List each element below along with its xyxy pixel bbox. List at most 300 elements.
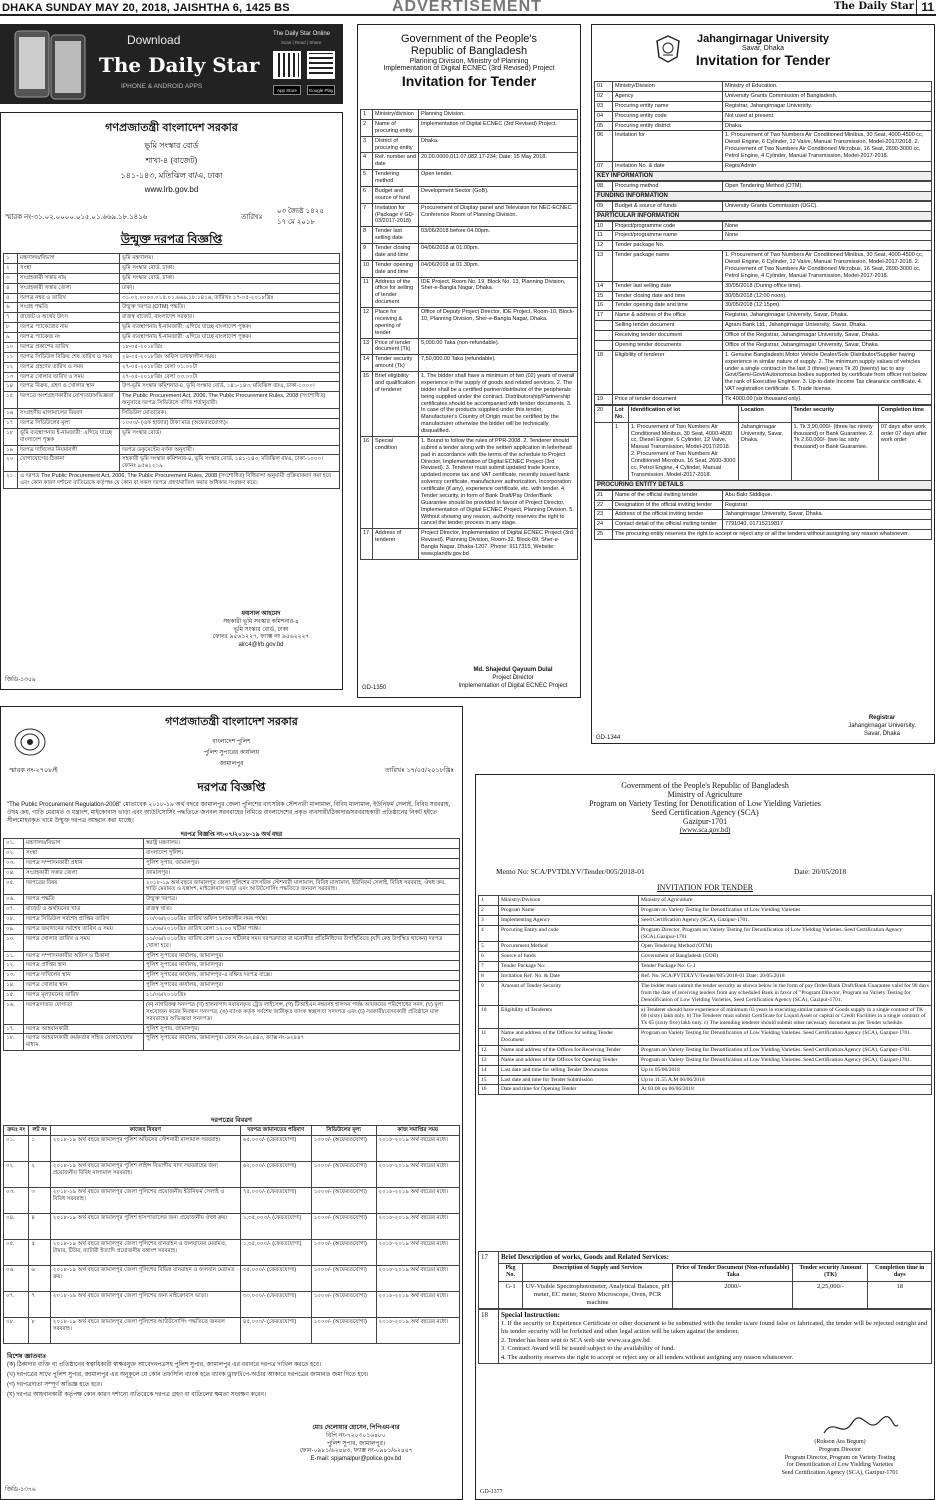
lrb-address: ১৪১-১৪৩, মতিঝিল বা/এ, ঢাকা <box>120 171 223 180</box>
police-note-item: (ক) ঠিকাদার ব্যক্তি বা প্রতিষ্ঠানের স্বত্বাধিকারী স্বাক্ষরযুক্ত আবেদনপত্রসহ পুলিশ সুপার, জামালপুর এর বরাবরে দরপত্র দাখিল করতে হবে। <box>7 1362 322 1368</box>
lrb-row-cell: দরপত্র গ্রহণের তারিখ ও সময় <box>18 362 120 372</box>
sca-row-cell: At 03:00 on 06/06/2018 <box>639 1085 932 1095</box>
police-row <box>4 868 460 878</box>
police-detail-cell: ১ <box>29 1135 50 1161</box>
police-detail-cell: ৭ <box>29 1291 50 1317</box>
ecnec-row-cell: 1 <box>361 110 373 120</box>
ecnec-row-cell: 3 <box>361 136 373 153</box>
sca-website[interactable]: (www.sca.gov.bd) <box>679 826 731 834</box>
sca-row <box>479 1065 932 1075</box>
ju-row-cell: Tk 4000.00 (six thousand only). <box>723 395 932 405</box>
ju-row-cell: 07 <box>595 161 613 171</box>
ju-row-cell: Tender opening date and time <box>613 301 723 311</box>
police-row-cell: দরপত্র প্রাপ্তির স্থান <box>24 961 144 971</box>
sca-row-cell: 11 <box>479 1029 499 1046</box>
ju-row-cell: Project/programme name <box>613 231 723 241</box>
app-store-badge[interactable]: App Store <box>273 85 301 95</box>
ju-signature <box>832 715 932 738</box>
police-detail-cell: ২০১৮-১৯ অর্থ বছরে জামালপুর জেলা পুলিশের বিভিন্ন যানবাহন ও জলযান মেরামত ক্রয়। <box>50 1265 240 1291</box>
sca-row <box>479 1075 932 1085</box>
lrb-header: গণপ্রজাতন্ত্রী বাংলাদেশ সরকার <box>105 122 238 134</box>
ecnec-row <box>361 529 578 560</box>
sca-row-cell: 7 <box>479 962 499 972</box>
ju-row-cell: Selling tender document <box>613 321 723 331</box>
police-row-cell: স্বরাষ্ট্র মন্ত্রণালয়। <box>144 839 460 849</box>
sca-row-cell: Ref. No. SCA/PVTDLYV/Tender/005/2018-01 Date: 20/05/2018 <box>639 972 932 982</box>
police-detail-cell: ২০১৮-২০১৯ অর্থ বছরের মধ্যে। <box>376 1161 459 1187</box>
ju-row-cell: 1. Procurement of Two Numbers Air Conditioned Minibus, 30 Seat, 4000-4500 cc, Diesel Engine, 6 Cylinder, 12 Valve, Manual Transmission, Model-2017/2018. 2. Procurement of Two Numbers Air Conditioned Microbus, 16 Seat, 2600-3000 cc, Petrol Engine, 4 Cylinder, Manual Transmission, Model-2017-2018. <box>723 131 932 162</box>
police-row-cell: ০৩. <box>4 858 24 868</box>
police-detail-header <box>4 1126 460 1136</box>
police-row-cell: মন্ত্রণালয়/বিভাগ <box>24 839 144 849</box>
sca-brief-cell: 18 <box>868 1281 932 1308</box>
sca-row <box>479 1045 932 1055</box>
ecnec-row-cell: 4 <box>361 153 373 170</box>
police-memo: স্মারক নং-২৭০৮/ই <box>9 767 58 774</box>
police-sub: দরপত্র বিজ্ঞপ্তি নং-০৭/২০১৮-১৯ অর্থ বছর <box>180 832 283 838</box>
ju-row-cell: Project/programme code <box>613 221 723 231</box>
lrb-row-cell: দরপত্র ডকুমেন্টের বর্ণনা অনুযায়ী। <box>120 445 340 455</box>
police-row-cell: ১৭. <box>4 1024 24 1034</box>
police-detail-header-cell: কাজের বিবরণ <box>50 1126 240 1136</box>
sca-row-cell: 3 <box>479 915 499 925</box>
ecnec-row-cell: 9 <box>361 244 373 261</box>
police-row <box>4 991 460 1001</box>
sca-row-cell: Procuring Entity and code <box>499 925 639 942</box>
app-promo-banner[interactable] <box>0 24 343 104</box>
police-detail-header-cell: সিডিউলের মূল্য <box>311 1126 376 1136</box>
police-row-cell: ০৫. <box>4 878 24 895</box>
lrb-row-cell: ভূমি ব্যবস্থাপনায় ই-নামজারী: এগিয়ে যাচ্ছে বাংলাদেশ পুস্তক। <box>120 333 340 343</box>
ju-row-cell: Office of the Registrar, Jahangirnagar University, Savar, Dhaka. <box>723 340 932 350</box>
police-row-cell: ১৩. <box>4 971 24 981</box>
police-detail-cell: ২০১৮-১৯ অর্থ বছরে জামালপুর জেলা পুলিশের আউটসোর্সিং পদ্ধতিতে জনবল সরবরাহ। <box>50 1317 240 1343</box>
lrb-row-cell: ২১ <box>4 472 18 489</box>
ju-lot-row <box>595 422 932 480</box>
ju-lot-header-cell: Tender security <box>791 405 878 422</box>
ju-row-cell: Name of the official inviting tender <box>613 490 723 500</box>
police-detail-cell: ০৩. <box>4 1187 29 1213</box>
ju-row-cell: 09 <box>595 201 613 211</box>
police-row-cell: দরপত্র খোলার তারিখ ও সময় <box>24 934 144 951</box>
sca-brief-cell: 2000/- <box>673 1281 793 1308</box>
police-detail-cell: ২০১৮-২০১৯ অর্থ বছরের মধ্যে। <box>376 1213 459 1239</box>
ecnec-row-cell: Procurement of Display panel and Television for NEC-ECNEC Conference Room of Planning Division. <box>419 203 578 227</box>
lrb-row-cell: ৮ <box>4 323 18 333</box>
lrb-row-cell: ১৯ <box>4 445 18 455</box>
sca-row <box>479 1029 932 1046</box>
police-row <box>4 878 460 895</box>
lrb-row <box>4 445 340 455</box>
ju-row <box>595 221 932 231</box>
police-row <box>4 971 460 981</box>
ju-row-cell: Tender last selling date <box>613 281 723 291</box>
ju-sec-key: KEY INFORMATION <box>594 172 932 181</box>
sca-row <box>479 952 932 962</box>
ju-row-cell: 12 <box>595 241 613 251</box>
ju-row-cell: Procuring entity district <box>613 121 723 131</box>
lrb-row <box>4 342 340 352</box>
sca-row <box>479 962 932 972</box>
ju-row-cell: 11 <box>595 231 613 241</box>
google-play-badge[interactable]: Google Play <box>307 85 335 95</box>
ju-row-cell: None <box>723 221 932 231</box>
sca-row <box>479 896 932 906</box>
police-row-cell: ০৭. <box>4 905 24 915</box>
sca-row-cell: Program on Variety Testing for Denotification of Low Yielding Varieties. Seed Certification Agency (SCA), Gazipur-1701. <box>639 1029 932 1046</box>
ju-row-cell: 16 <box>595 301 613 311</box>
lrb-row-cell: ১০০০/- (এক হাজার) টাকা মাত্র (অফেরতযোগ্য)। <box>120 418 340 428</box>
sca-brief-row <box>479 1281 932 1308</box>
police-detail-cell: ৩৫,০০০/- (ফেরতযোগ্য) <box>240 1265 311 1291</box>
police-row <box>4 981 460 991</box>
ecnec-row <box>361 436 578 528</box>
dateline: DHAKA SUNDAY MAY 20, 2018, JAISHTHA 6, 1425 BS <box>2 2 290 14</box>
ecnec-row <box>361 203 578 227</box>
lrb-tender-notice <box>0 112 343 690</box>
lrb-memo: স্মারক নং-৩১.০২.০০০০.০১৫.০১.৬৬৯.১৮.১৪১৬ <box>5 214 148 221</box>
ju-signer-place: Savar, Dhaka <box>863 730 901 737</box>
police-note-item: (গ) দরপত্রদাতা সম্পূর্ণ অভিজ্ঞ হতে হবে। <box>7 1382 103 1389</box>
police-row-cell: জামালপুর। <box>144 868 460 878</box>
sca-row-cell: Invitation Ref. No. & Date <box>499 972 639 982</box>
sca-heading-4: Seed Certification Agency (SCA) <box>651 808 759 817</box>
sca-row-cell: 5 <box>479 942 499 952</box>
ecnec-row-cell: Ref. number and date <box>373 153 419 170</box>
ju-row-cell: 1. Genuine Bangladeshi Motor Vehicle Dealer/Sole Distributor/Supplier having experience in similar nature of supply. 2. The minimum supply values of vehicles under a single contract in the last 3 (three) years Tk 20 (twenty) lac to any Govt/Semi-Govt/Autonomous bodies supported by certificate from officer not below the rank of Executive Engineer. 3. Up-to-date Income Tax clearance certificate. 4. VAT registration certificate. 5. Trade license. <box>723 350 932 394</box>
police-detail-cell: ২০১৮-২০১৯ অর্থ বছরের মধ্যে। <box>376 1317 459 1343</box>
lrb-row-cell: ভূমি মন্ত্রণালয়। <box>120 254 340 264</box>
sca-special-item: 3. Contract Award will be issued subject to the availability of fund. <box>501 1345 675 1353</box>
police-row-cell: ০২. <box>4 848 24 858</box>
ju-row-cell: 7791040, 01715219817 <box>723 520 932 530</box>
police-detail-row <box>4 1135 460 1161</box>
ju-title: Invitation for Tender <box>695 52 831 68</box>
ecnec-row-cell: 2 <box>361 119 373 136</box>
police-detail-header-cell: লট নং <box>29 1126 50 1136</box>
lrb-row-cell: ১২ <box>4 362 18 372</box>
lrb-row-cell: দরপত্র দাখিলের নিয়মাবলী <box>18 445 120 455</box>
lrb-row <box>4 254 340 264</box>
lrb-row-cell: দরপত্রে অংশগ্রহণকারীর যোগ্যতা/অভিজ্ঞতা <box>18 392 120 409</box>
ju-gd: GD-1344 <box>596 735 621 741</box>
sca-special-item: 2. Tender has been sent to SCA web site www.sca.gov.bd <box>501 1336 650 1344</box>
ju-row <box>595 131 932 162</box>
ju-row-cell: Procuring entity name <box>613 101 723 111</box>
ju-signer-title: Registrar <box>868 715 896 721</box>
ju-row-cell: 22 <box>595 500 613 510</box>
ju-row-cell: Registrar, Jahangirnagar University. <box>723 101 932 111</box>
lrb-row-cell: দরপত্র সিডিউলের মূল্য <box>18 418 120 428</box>
ecnec-row-cell: Special condition <box>373 436 419 528</box>
police-detail-cell: ২০১৮-২০১৯ অর্থ বছরের মধ্যে। <box>376 1135 459 1161</box>
police-detail-row <box>4 1317 460 1343</box>
sca-row-cell: 2 <box>479 905 499 915</box>
sca-memo: Memo No: SCA/PVTDLYV/Tender/005/2018-01 <box>496 867 645 876</box>
sca-special-item: 4. The authority reserves the right to accept or reject any or all tenders without assigning any reason whatsoever. <box>501 1353 794 1361</box>
police-detail-cell: ১,৩৫,০০০/- (ফেরতযোগ্য) <box>240 1213 311 1239</box>
sca-row-cell: 4 <box>479 925 499 942</box>
ecnec-row-cell: Planning Division. <box>419 110 578 120</box>
sca-sig-title: Program Director <box>818 1446 862 1453</box>
sca-brief-cell: UV-Visible Spectrophotometer, Analytical Balance, pH meter, EC meter, Stereo Microscope, Oven, PCR machine <box>523 1281 673 1308</box>
ecnec-row-cell: 8 <box>361 227 373 244</box>
sca-row <box>479 972 932 982</box>
ecnec-tender-notice <box>357 24 581 698</box>
police-row-cell: পুলিশ সুপার, জামালপুর। <box>144 858 460 868</box>
sca-brief-cell: 2,25,000/- <box>793 1281 868 1308</box>
police-detail-row <box>4 1187 460 1213</box>
ju-lot-cell: 1 <box>613 422 629 480</box>
police-detail-cell: ৪ <box>29 1213 50 1239</box>
sca-brief-header-cell: Description of Supply and Services <box>523 1263 673 1281</box>
ecnec-signature <box>448 667 578 690</box>
ju-row-cell: Ministry of Education. <box>723 82 932 92</box>
lrb-row <box>4 472 340 489</box>
sca-row-cell: Procurement Method <box>499 942 639 952</box>
ecnec-title: Invitation for Tender <box>401 73 537 89</box>
lrb-row-cell: ১০ <box>4 342 18 352</box>
ju-lot-cell: 1. Tk 3,90,000/- (three lac ninety thousand) or Bank Guarantee. 2. Tk 2,60,000/- (two lac sixty thousand) or Bank Guarantee. <box>791 422 878 480</box>
police-email[interactable]: E-mail: spjamalpur@police.gov.bd <box>310 1456 402 1463</box>
ju-row <box>595 500 932 510</box>
police-row-cell: দরপত্রের বিষয় <box>24 878 144 895</box>
sca-tender-notice <box>475 774 935 1500</box>
sca-row <box>479 1005 932 1029</box>
ju-sec-fund: FUNDING INFORMATION <box>594 192 932 201</box>
ecnec-sub-2: Implementation of Digital ECNEC (3rd Revised) Project <box>383 65 555 72</box>
lrb-row-cell: ৩১.০২.০০০০.০১৫.০১.৬৬৯.১৮.১৪১৬, তারিখঃ ১৭-০৫-২০১৮খ্রিঃ <box>120 293 340 303</box>
police-row-cell: সংগ্রহকারী সত্তার জেলা <box>24 868 144 878</box>
police-row-cell: ১৮. <box>4 1034 24 1051</box>
sca-brief-header-cell: Pkg No. <box>499 1263 523 1281</box>
sca-sig-name: (Rokson Ara Begum) <box>814 1439 866 1445</box>
police-row-cell: পুলিশ সুপারের কার্যালয়, জামালপুর। <box>144 981 460 991</box>
police-detail-cell: ০২. <box>4 1161 29 1187</box>
police-tender-notice <box>0 706 463 1500</box>
ju-row <box>595 520 932 530</box>
ju-table-5 <box>594 490 932 540</box>
police-detail-cell: ১০০০/- (অফেরতযোগ্য) <box>311 1265 376 1291</box>
lrb-row-cell: ৬ <box>4 303 18 313</box>
police-detail-cell: ২০১৮-২০১৯ অর্থ বছরের মধ্যে। <box>376 1265 459 1291</box>
ju-tables <box>594 81 932 540</box>
police-date: তারিখঃ ১৭/০৫/২০১৮খ্রিঃ <box>384 767 454 774</box>
sca-sig-line-3: Seed Certification Agency (SCA), Gazipur-1701 <box>781 1470 899 1477</box>
ecnec-row-cell: 03/06/2018 before 04.00pm. <box>419 227 578 244</box>
ecnec-table <box>360 109 578 560</box>
ju-row <box>595 111 932 121</box>
sca-row-cell: Open Tendering Method (OTM) <box>639 942 932 952</box>
police-notes <box>7 1361 456 1401</box>
ju-row-cell: Receiving tender document <box>613 331 723 341</box>
ju-row-cell: 13 <box>595 251 613 282</box>
ju-row <box>595 340 932 350</box>
ecnec-row <box>361 153 578 170</box>
sca-signature-scribble <box>820 1413 900 1441</box>
sca-row-cell: Name and address of the Offices for Receiving Tender <box>499 1045 639 1055</box>
sca-brief-block <box>478 1251 932 1364</box>
sca-row-cell: Program on Variety Testing for Denotification of Low Yielding Varieties. Seed Certification Agency (SCA), Gazipur-1701. <box>639 1055 932 1065</box>
ecnec-signer-title: Project Director <box>492 674 534 681</box>
police-detail-table <box>3 1125 460 1344</box>
lrb-row-cell: সংগ্রহ পদ্ধতি <box>18 303 120 313</box>
ju-lot-header-cell: Lot No. <box>613 405 629 422</box>
ju-row-cell: 04 <box>595 111 613 121</box>
ju-lot-row-num: 20 <box>595 405 613 422</box>
ecnec-row <box>361 338 578 355</box>
lrb-row-cell: সংগ্রহকারী সত্তার জেলা <box>18 283 120 293</box>
police-note-item: (খ) দরপত্রের সাথে পুলিশ সুপার, জামালপুর এর অনুকূলে যে কোন তফসিলি ব্যাংক হতে ব্যাংক ড্রাফট/পে-অর্ডার আকারে দরপত্রের জামানত জমা দিতে হবে। <box>7 1372 369 1379</box>
ju-row <box>595 91 932 101</box>
lrb-row-cell: ১৭ <box>4 418 18 428</box>
lrb-row-cell: দরপত্র সিডিউল বিক্রির শেষ তারিখ ও সময় <box>18 352 120 362</box>
ju-row-cell: Invitation for <box>613 131 723 162</box>
lrb-row <box>4 273 340 283</box>
ju-lot-cell: 1. Procurement of Two Numbers Air Conditioned Minibus, 30 Seat, 4000-4500 cc, Diesel Engine, 6 Cylinder, 12 Valve, Manual Transmission, Model-2017/2018. 2. Procurement of Two Numbers Air Conditioned Microbus, 16 Seat, 2600-3000 cc, Petrol Engine, 4 Cylinder, Manual Transmission, Model-2017-2018. <box>628 422 738 480</box>
police-row <box>4 951 460 961</box>
lrb-date-1: ০৩ জ্যৈষ্ঠ ১৪২৫ <box>277 208 324 215</box>
lrb-row-cell: ৪ <box>4 283 18 293</box>
lrb-row-cell: ১৪ <box>4 382 18 392</box>
qr-code-android[interactable] <box>307 51 335 79</box>
promo-apps: IPHONE & ANDROID APPS <box>121 83 203 90</box>
police-gd: জিডি-১৩৭৬ <box>5 1487 36 1493</box>
ju-row-cell: Not used at present. <box>723 111 932 121</box>
ju-row-cell: Registrar, Jahangirnagar University, Savar, Dhaka. <box>723 311 932 321</box>
lrb-row-cell: ১৮ <box>4 428 18 445</box>
sca-row <box>479 981 932 1005</box>
lrb-row-cell: ৫ <box>4 293 18 303</box>
lrb-row <box>4 418 340 428</box>
lrb-row-cell: দরপত্র প্যাকেজের নাম <box>18 323 120 333</box>
sca-row <box>479 905 932 915</box>
police-detail-cell: ১০০০/- (অফেরতযোগ্য) <box>311 1239 376 1265</box>
police-detail-cell: ১০০০/- (অফেরতযোগ্য) <box>311 1213 376 1239</box>
ju-row <box>595 301 932 311</box>
lrb-row-cell: ১৬ <box>4 409 18 419</box>
police-detail-cell: ২০১৮-১৯ অর্থ বছরে জামালপুর জেলা পুলিশের প্রয়োজনীয় ইউনিফর্ম সেলাই ও বিবিধ সরবরাহ। <box>50 1187 240 1213</box>
ju-lot-table <box>594 405 932 481</box>
ju-row-cell: Opening tender documents <box>613 340 723 350</box>
ecnec-row-cell: 15 <box>361 372 373 437</box>
lrb-website[interactable]: www.lrb.gov.bd <box>144 185 199 194</box>
sca-row-cell: 1 <box>479 896 499 906</box>
lrb-row-cell: The Public Procurement Act, 2006, The Public Procurement Rules, 2008 (সংশোধিত) অনুসারে দরপত্র সিডিউলে বর্ণিত শর্তানুযায়ী। <box>120 392 340 409</box>
police-detail-cell: ৬২,০০০/- (ফেরতযোগ্য) <box>240 1161 311 1187</box>
ju-row-cell: Budget & source of funds <box>613 201 723 211</box>
lrb-gd: জিডি-১৩৫৯ <box>5 677 36 683</box>
lrb-row-cell: ২৪-০৫-২০১৮খ্রিঃ অফিস চলাকালীন সময়। <box>120 352 340 362</box>
ju-row-cell: 08 <box>595 181 613 191</box>
sca-row <box>479 942 932 952</box>
lrb-signer: ফয়সাল আহমেদ <box>241 611 281 617</box>
ju-row-cell: 02 <box>595 91 613 101</box>
police-row-cell: পুলিশ সুপারের কার্যালয়, জামালপুর। <box>144 951 460 961</box>
sca-row <box>479 915 932 925</box>
police-intro: "The Public Procurement Regulation-2008" মোতাবেক ২০১৮-১৯ অর্থ বছরে জামালপুর জেলা পুলিশের বাৎসরিক স্টেশনারী মালামাল, বিবিধ মালামাল, ইউনিফর্ম সেলাই, বিবিধ সরবরাহ, ঔষধ ক্রয়, গাড়ি মেরামত ও যন্ত্রাংশ, মাইকোবাস ভাড়া এবং আউটসোর্সিং পদ্ধতিতে জনবল সরবরাহের নিমিত্তে বাংলাদেশের প্রকৃত ব্যবসায়ী/ঠিকাদার/সরবরাহকারী প্রতিষ্ঠানের নিকট হইতে সীলমোহরকৃত খামে উন্মুক্ত দরপত্র আহ্বান করা যাচ্ছে। <box>7 802 451 825</box>
sca-special-list <box>501 1320 929 1362</box>
ju-row <box>595 251 932 282</box>
lrb-date-2: ১৭ মে ২০১৮ <box>277 219 315 226</box>
ju-row-cell: 24 <box>595 520 613 530</box>
ecnec-row <box>361 308 578 339</box>
ju-row-cell: Invitation No. & date <box>613 161 723 171</box>
police-row <box>4 895 460 905</box>
sca-row17-num: 17 <box>479 1252 499 1309</box>
police-row-cell: ১০. <box>4 934 24 951</box>
police-detail-cell: ৭৫,০০০/- (ফেরতযোগ্য) <box>240 1187 311 1213</box>
sca-brief-title: Brief Description of works, Goods and Related Services: <box>499 1252 932 1264</box>
sca-row-cell: Tender Package No: G-1 <box>639 962 932 972</box>
lrb-branch: শাখা-৪ (বাজেট) <box>145 156 198 165</box>
ju-row-cell: Dhaka. <box>723 121 932 131</box>
sca-row-cell: Program on Variety Testing for Denotification of Low Yielding Varieties. Seed Certification Agency (SCA), Gazipur-1701. <box>639 1045 932 1055</box>
ju-row <box>595 350 932 394</box>
police-row-cell: দরপত্র সিডিউল সর্বশেষ প্রাপ্তির তারিখ <box>24 915 144 925</box>
lrb-row-cell: সহকারী ভূমি সংস্কার কমিশনার-৪, ভূমি সংস্কার বোর্ড, ১৪১-১৪৩, মতিঝিল বা/এ, ঢাকা-১০০০। ফোনঃ ৯৫৬১২১৯ <box>120 455 340 472</box>
sca-row-cell: Tender Package No: <box>499 962 639 972</box>
ju-row <box>595 231 932 241</box>
sca-brief-header <box>479 1263 932 1281</box>
police-row-cell: ০৮. <box>4 915 24 925</box>
police-emblem-icon <box>13 727 47 757</box>
ju-row <box>595 181 932 191</box>
sca-row-cell: Eligibility of Tenderers <box>499 1005 639 1029</box>
ecnec-row-cell: Dhaka. <box>419 136 578 153</box>
sca-row-cell: Up to 11.55 A.M 06/06/2018 <box>639 1075 932 1085</box>
ecnec-row-cell: 04/06/2018 at 01.00pm. <box>419 244 578 261</box>
ju-lot-cell <box>595 422 613 480</box>
sca-row-cell: 8 <box>479 972 499 982</box>
ecnec-row-cell: 6 <box>361 186 373 203</box>
lrb-row-cell: ভূমি সংস্কার বোর্ড। <box>120 428 340 445</box>
ju-table-2 <box>594 181 932 192</box>
ju-row-cell <box>595 331 613 341</box>
ju-lot-header-cell: Completion time <box>878 405 931 422</box>
ecnec-row-cell: Tender last selling date <box>373 227 419 244</box>
ecnec-row-cell: Invitation for (Package # GD-03/2017-2018) <box>373 203 419 227</box>
lrb-row-cell: দরপত্র বিক্রয়, গ্রহণ ও খোলার স্থান <box>18 382 120 392</box>
ju-row-cell: Procuring method <box>613 181 723 191</box>
qr-code-ios[interactable] <box>273 51 301 79</box>
police-row <box>4 905 460 915</box>
police-row-cell: দরপত্র সম্পাদনকারীর অফিস ও ঠিকানা <box>24 951 144 961</box>
lrb-row <box>4 392 340 409</box>
police-row-cell: পুলিশ সুপার, জামালপুর। <box>144 1024 460 1034</box>
ecnec-row-cell: Name of procuring entity <box>373 119 419 136</box>
police-detail-row <box>4 1213 460 1239</box>
ju-name: Jahangirnagar University <box>696 33 830 45</box>
ju-row-cell: Agency <box>613 91 723 101</box>
ju-row-cell: 10 <box>595 221 613 231</box>
ecnec-row-cell: 12 <box>361 308 373 339</box>
ecnec-row-cell: 13 <box>361 338 373 355</box>
ju-tender-notice <box>591 24 935 744</box>
lrb-row-cell: সংস্থা <box>18 263 120 273</box>
police-row-cell: ১১. <box>4 951 24 961</box>
lrb-row-cell: ভূমি ব্যবস্থাপনায় ই-নামজারী: এগিয়ে যাচ্ছে বাংলাদেশ পুস্তক। <box>120 323 340 333</box>
police-signature <box>261 1425 451 1464</box>
lrb-row <box>4 333 340 343</box>
sca-row-cell: Up to 05/06/2018 <box>639 1065 932 1075</box>
lrb-row <box>4 372 340 382</box>
lrb-email[interactable]: alrc4@lrb.gov.bd <box>238 642 284 649</box>
ju-row-cell: 30/05/2018 (12:00 noon). <box>723 291 932 301</box>
ju-row-cell: Tender closing date and time <box>613 291 723 301</box>
lrb-row-cell: সংগ্রহণীয় মালামালের বিবরণ <box>18 409 120 419</box>
sca-title: INVITATION FOR TENDER <box>656 883 754 892</box>
